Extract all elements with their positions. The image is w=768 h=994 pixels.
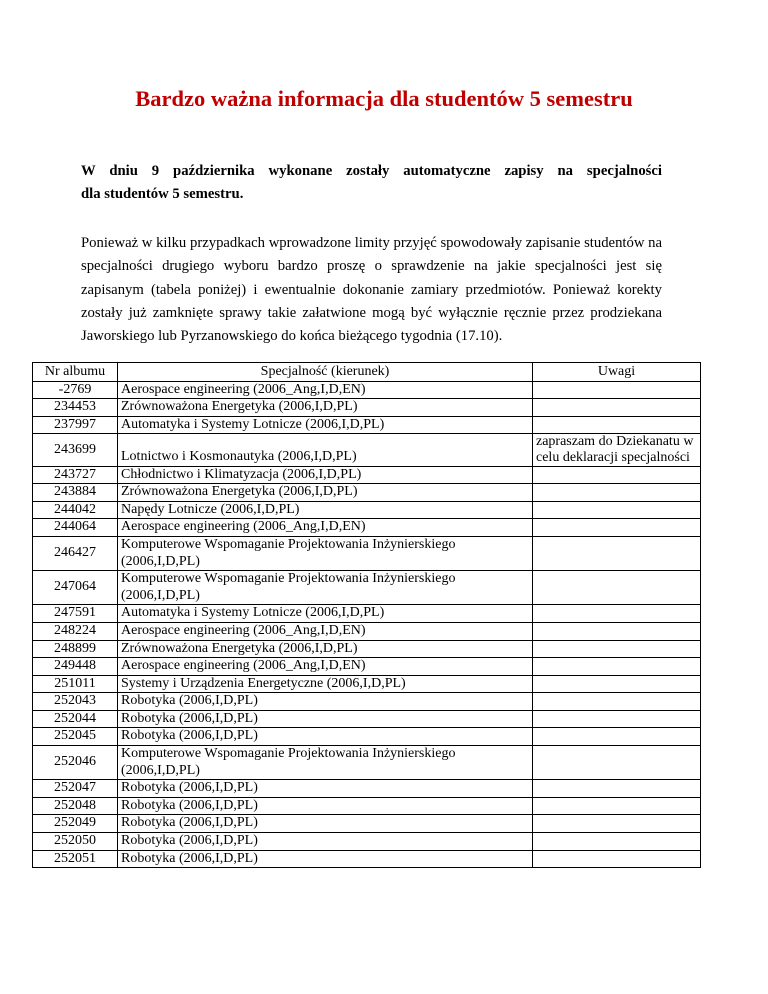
specialization-cell: Robotyka (2006,I,D,PL) xyxy=(118,850,533,868)
table-row xyxy=(33,536,701,570)
table-row xyxy=(33,622,701,640)
table-row xyxy=(33,675,701,693)
table-row xyxy=(33,501,701,519)
table-row xyxy=(33,658,701,676)
page-title: Bardzo ważna informacja dla studentów 5 semestru xyxy=(135,86,633,111)
notes-cell xyxy=(533,850,701,868)
specialization-cell: Zrównoważona Energetyka (2006,I,D,PL) xyxy=(118,399,533,417)
album-cell: 248899 xyxy=(33,640,118,658)
notes-cell xyxy=(533,746,701,780)
notes-cell xyxy=(533,484,701,502)
specialization-cell: Robotyka (2006,I,D,PL) xyxy=(118,693,533,711)
table-row xyxy=(33,746,701,780)
specialization-cell: Aerospace engineering (2006_Ang,I,D,EN) xyxy=(118,519,533,537)
album-cell: 234453 xyxy=(33,399,118,417)
album-cell: 243884 xyxy=(33,484,118,502)
table-row xyxy=(33,399,701,417)
specialization-cell: Napędy Lotnicze (2006,I,D,PL) xyxy=(118,501,533,519)
album-cell: 243699 xyxy=(33,434,118,466)
specialization-cell: Automatyka i Systemy Lotnicze (2006,I,D,PL) xyxy=(118,416,533,434)
table-row xyxy=(33,850,701,868)
notes-cell xyxy=(533,640,701,658)
body-paragraph: Ponieważ w kilku przypadkach wprowadzone limity przyjęć spowodowały zapisanie studentów na specjalności drugiego wyboru bardzo proszę o sprawdzenie na jakie specjalności jest się zapisanym (tabela poniżej) i ewentualnie dokonanie zamiary przedmiotów. Ponieważ korekty zostały już zamknięte sprawy takie załatwione mogą być wyłącznie ręcznie przez prodziekana Jaworskiego lub Pyrzanowskiego do końca bieżącego tygodnia (17.10). xyxy=(81,235,662,345)
specialization-cell: Robotyka (2006,I,D,PL) xyxy=(118,728,533,746)
table-header-row xyxy=(33,363,701,382)
album-cell: 252044 xyxy=(33,710,118,728)
album-cell: 237997 xyxy=(33,416,118,434)
album-cell: 248224 xyxy=(33,622,118,640)
specialization-cell: Chłodnictwo i Klimatyzacja (2006,I,D,PL) xyxy=(118,466,533,484)
table-row xyxy=(33,797,701,815)
album-cell: 247591 xyxy=(33,605,118,623)
table-row xyxy=(33,381,701,399)
album-cell: 243727 xyxy=(33,466,118,484)
notes-cell xyxy=(533,833,701,851)
notes-cell: zapraszam do Dziekanatu w celu deklaracji specjalności xyxy=(533,434,701,466)
album-cell: 251011 xyxy=(33,675,118,693)
specialization-cell: Komputerowe Wspomaganie Projektowania Inżynierskiego (2006,I,D,PL) xyxy=(118,746,533,780)
notes-cell xyxy=(533,675,701,693)
notes-cell xyxy=(533,381,701,399)
notes-cell xyxy=(533,519,701,537)
specialization-cell: Robotyka (2006,I,D,PL) xyxy=(118,797,533,815)
notes-cell xyxy=(533,416,701,434)
album-cell: 249448 xyxy=(33,658,118,676)
specialization-cell: Robotyka (2006,I,D,PL) xyxy=(118,710,533,728)
table-row xyxy=(33,780,701,798)
table-row xyxy=(33,605,701,623)
album-cell: -2769 xyxy=(33,381,118,399)
specialization-cell: Aerospace engineering (2006_Ang,I,D,EN) xyxy=(118,381,533,399)
table-row xyxy=(33,833,701,851)
specialization-cell: Lotnictwo i Kosmonautyka (2006,I,D,PL) xyxy=(118,434,533,466)
specialization-cell: Systemy i Urządzenia Energetyczne (2006,I,D,PL) xyxy=(118,675,533,693)
album-cell: 252043 xyxy=(33,693,118,711)
intro-bold-paragraph xyxy=(81,160,662,206)
notes-cell xyxy=(533,710,701,728)
specialization-cell: Robotyka (2006,I,D,PL) xyxy=(118,815,533,833)
notes-cell xyxy=(533,728,701,746)
specialization-cell: Komputerowe Wspomaganie Projektowania Inżynierskiego (2006,I,D,PL) xyxy=(118,571,533,605)
intro-bold-line-2: dla studentów 5 semestru. xyxy=(81,186,244,202)
notes-cell xyxy=(533,622,701,640)
header-specialization: Specjalność (kierunek) xyxy=(118,363,533,382)
notes-cell xyxy=(533,536,701,570)
album-cell: 246427 xyxy=(33,536,118,570)
album-cell: 252045 xyxy=(33,728,118,746)
notes-cell xyxy=(533,780,701,798)
specialization-cell: Zrównoważona Energetyka (2006,I,D,PL) xyxy=(118,640,533,658)
header-album: Nr albumu xyxy=(33,363,118,382)
notes-cell xyxy=(533,501,701,519)
notes-cell xyxy=(533,466,701,484)
specialization-table xyxy=(32,362,701,868)
table-row xyxy=(33,640,701,658)
album-cell: 252046 xyxy=(33,746,118,780)
table-row xyxy=(33,484,701,502)
table-row xyxy=(33,434,701,466)
album-cell: 244064 xyxy=(33,519,118,537)
table-row xyxy=(33,815,701,833)
album-cell: 252048 xyxy=(33,797,118,815)
table-row xyxy=(33,519,701,537)
notes-cell xyxy=(533,693,701,711)
specialization-cell: Automatyka i Systemy Lotnicze (2006,I,D,PL) xyxy=(118,605,533,623)
notes-cell xyxy=(533,815,701,833)
specialization-cell: Komputerowe Wspomaganie Projektowania Inżynierskiego (2006,I,D,PL) xyxy=(118,536,533,570)
specialization-cell: Robotyka (2006,I,D,PL) xyxy=(118,780,533,798)
album-cell: 247064 xyxy=(33,571,118,605)
specialization-cell: Robotyka (2006,I,D,PL) xyxy=(118,833,533,851)
table-row xyxy=(33,466,701,484)
notes-cell xyxy=(533,571,701,605)
specialization-cell: Zrównoważona Energetyka (2006,I,D,PL) xyxy=(118,484,533,502)
table-row xyxy=(33,416,701,434)
notes-cell xyxy=(533,797,701,815)
album-cell: 252049 xyxy=(33,815,118,833)
notes-cell xyxy=(533,658,701,676)
specialization-cell: Aerospace engineering (2006_Ang,I,D,EN) xyxy=(118,622,533,640)
notes-cell xyxy=(533,605,701,623)
table-row xyxy=(33,693,701,711)
table-row xyxy=(33,710,701,728)
album-cell: 244042 xyxy=(33,501,118,519)
table-row xyxy=(33,571,701,605)
table-row xyxy=(33,728,701,746)
album-cell: 252047 xyxy=(33,780,118,798)
album-cell: 252050 xyxy=(33,833,118,851)
header-notes: Uwagi xyxy=(533,363,701,382)
album-cell: 252051 xyxy=(33,850,118,868)
specialization-cell: Aerospace engineering (2006_Ang,I,D,EN) xyxy=(118,658,533,676)
intro-bold-line-1: W dniu 9 października wykonane zostały automatyczne zapisy na specjalności xyxy=(81,163,662,179)
notes-cell xyxy=(533,399,701,417)
